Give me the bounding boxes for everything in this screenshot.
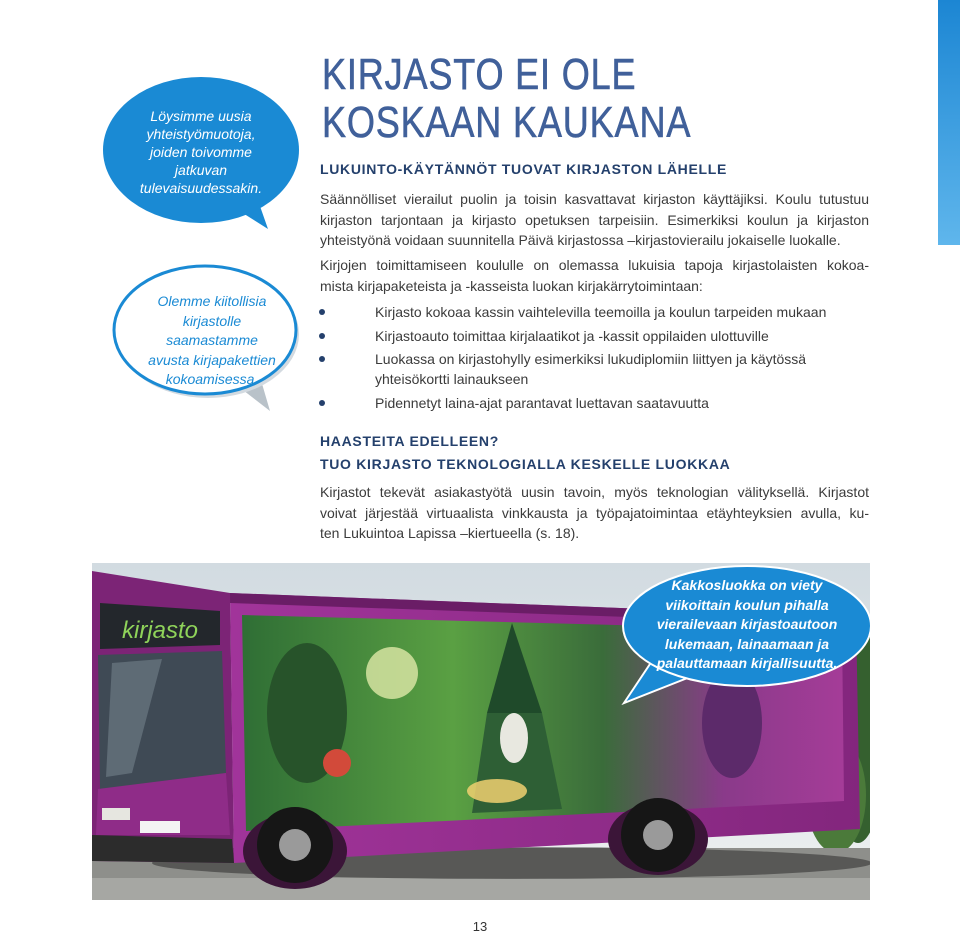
caption-bubble-text (622, 576, 872, 674)
page-title-line-1: KIRJASTO EI OLE (322, 50, 637, 99)
page-title-line-2: KOSKAAN KAUKANA (322, 98, 692, 147)
section-1-paragraph-1 (320, 189, 869, 251)
bubble-2-line: Olemme kiitollisia (157, 293, 267, 309)
section-2-heading-line-2: TUO KIRJASTO TEKNOLOGIALLA KESKELLE LUOKKAA (320, 456, 731, 472)
bubble-1-line: jatkuvan (174, 162, 228, 178)
paragraph-line: Säännölliset vierailut puolin ja toisin kasvattavat kirjaston käyttäjiksi. Koulu tutustuu (320, 191, 869, 207)
paragraph-line: Kirjastot tekevät asiakastyötä uusin tavoin, myös teknologian välityksellä. Kirjastot (320, 484, 869, 500)
paragraph-line: ten Lukuintoa Lapissa –kiertueella (s. 18). (320, 525, 580, 541)
caption-line: lukemaan, lainaamaan ja (664, 635, 830, 652)
bullet-dot-icon (319, 400, 325, 406)
rear-wheel-hub (643, 820, 673, 850)
edge-color-stripe (938, 0, 960, 245)
bubble-2-text (112, 292, 312, 390)
bus-license-plate (140, 821, 180, 833)
bubble-1-line: tulevaisuudessakin. (139, 180, 263, 196)
caption-line: Kakkosluokka on viety (671, 577, 823, 593)
bubble-1-text (101, 107, 301, 197)
mural-wizard-beard (500, 713, 528, 763)
section-1-heading: LUKUINTO-KÄYTÄNNÖT TUOVAT KIRJASTON LÄHELLE (320, 161, 728, 177)
caption-line: viikoittain koulun pihalla (665, 596, 829, 613)
paragraph-line: mista kirjapaketeista ja -kasseista luokan kirjakärrytoimintaan: (320, 277, 703, 294)
bullet-text (375, 326, 869, 346)
bullet-line: Luokassa on kirjastohylly esimerkiksi lukudiplomiin liittyen ja käytössä (375, 351, 807, 367)
page-number: 13 (472, 919, 488, 934)
bubble-1-line: Löysimme uusia (150, 108, 252, 124)
paragraph-line: yhteistyönä voidaan suunnitella Päivä kirjastossa –kirjastovierailu jokaiselle luokalle. (320, 232, 841, 248)
section-2-paragraph (320, 482, 869, 544)
bullet-line: yhteisökortti lainaukseen (375, 371, 529, 387)
photo-road (92, 878, 870, 900)
bus-headlight (102, 808, 130, 820)
mural-glowing-book (467, 779, 527, 803)
section-2-heading-line-1: HAASTEITA EDELLEEN? (320, 433, 499, 449)
paragraph-line: voivat järjestää virtuaalista vinkkausta ja työpajatoimintaa etäyhteyksien avulla, ku- (320, 504, 869, 521)
mural-moon (366, 647, 418, 699)
bullet-dot-icon (319, 309, 325, 315)
bus-bumper (92, 835, 234, 863)
bullet-dot-icon (319, 333, 325, 339)
front-wheel-hub (279, 829, 311, 861)
bubble-2-line: kirjastolle (182, 312, 242, 329)
caption-line: palauttamaan kirjallisuutta. (656, 655, 838, 671)
paragraph-line: Kirjojen toimittamiseen koululle on olemassa lukuisia tapoja kirjastolaisten kokoa- (320, 257, 869, 273)
bubble-2-line: avusta kirjapakettien (148, 351, 276, 368)
caption-line: vierailevaan kirjastoautoon (656, 616, 838, 632)
bubble-1-line: yhteistyömuotoja, (146, 126, 256, 142)
bullet-line: Kirjasto kokoaa kassin vaihtelevilla teemoilla ja koulun tarpeiden mukaan (375, 304, 827, 320)
bubble-2-line: kokoamisessa. (165, 371, 259, 387)
bubble-1-line: joiden toivomme (150, 144, 252, 160)
bullet-text (375, 302, 869, 322)
bullet-text (375, 393, 869, 413)
bus-sign-text: kirjasto (122, 617, 199, 644)
mural-fairy (323, 749, 351, 777)
bubble-2-line: saamastamme (166, 332, 258, 348)
section-1-paragraph-2 (320, 255, 869, 296)
paragraph-line: kirjaston tarjontaan ja kirjasto opetuksen tarpeisiin. Esimerkiksi koulun ja kirjaston (320, 211, 869, 228)
bullet-dot-icon (319, 356, 325, 362)
bullet-text (375, 349, 869, 389)
bullet-line: Pidennetyt laina-ajat parantavat luettavan saatavuutta (375, 395, 709, 411)
bullet-line: Kirjastoauto toimittaa kirjalaatikot ja -kassit oppilaiden ulottuville (375, 328, 769, 344)
